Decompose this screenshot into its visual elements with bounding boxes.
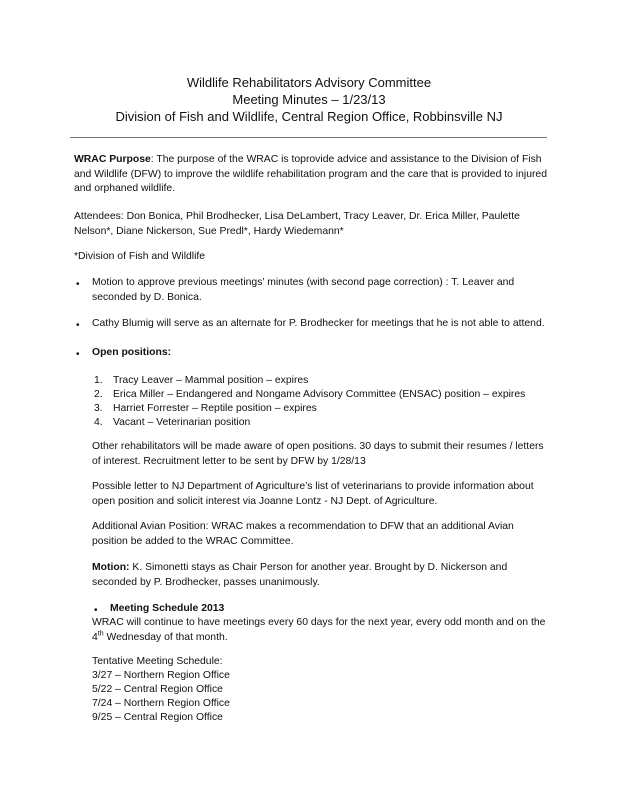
position-number: 3. [94, 403, 103, 414]
position-number: 2. [94, 389, 103, 400]
purpose-text: : The purpose of the WRAC is toprovide advice and assistance to the Division of Fish and Wildlife (DFW) to improve the wildlife rehabilitation program and the care that is provided to injured and orphaned wildlife. [74, 154, 547, 194]
meeting-schedule-paragraph [92, 616, 552, 645]
schedule-date-item: 5/22 – Central Region Office [92, 684, 223, 695]
document-header [0, 74, 618, 125]
position-number: 1. [94, 375, 103, 386]
schedule-ordinal: 4 [92, 631, 98, 643]
position-item: Tracy Leaver – Mammal position – expires [113, 375, 309, 386]
bullet-marker: • [76, 320, 80, 331]
position-item: Erica Miller – Endangered and Nongame Advisory Committee (ENSAC) position – expires [113, 389, 526, 400]
header-committee-name: Wildlife Rehabilitators Advisory Committee [186, 75, 432, 90]
position-number: 4. [94, 417, 103, 428]
position-item: Vacant – Veterinarian position [113, 417, 251, 428]
header-divider [70, 137, 547, 138]
motion-paragraph [92, 561, 552, 590]
open-positions-heading: Open positions: [92, 347, 172, 358]
schedule-date-item: 9/25 – Central Region Office [92, 712, 223, 723]
attendees-paragraph: Attendees: Don Bonica, Phil Brodhecker, Lisa DeLambert, Tracy Leaver, Dr. Erica Miller, Paulette Nelson*, Diane Nickerson, Sue Predl*, Hardy Wiedemann* [74, 211, 520, 237]
meeting-schedule-heading: Meeting Schedule 2013 [110, 603, 225, 614]
bullet-marker: • [76, 279, 80, 290]
motion-text: K. Simonetti stays as Chair Person for another year. Brought by D. Nickerson and seconded by P. Brodhecker, passes unanimously. [92, 562, 508, 588]
schedule-date-item: 3/27 – Northern Region Office [92, 670, 230, 681]
footnote: *Division of Fish and Wildlife [74, 251, 206, 262]
other-rehabilitators-paragraph: Other rehabilitators will be made aware of open positions. 30 days to submit their resumes / letters of interest. Recruitment letter to be sent by DFW by 1/28/13 [92, 441, 544, 467]
schedule-date-item: 7/24 – Northern Region Office [92, 698, 230, 709]
bullet-cathy-alternate: Cathy Blumig will serve as an alternate for P. Brodhecker for meetings that he is not able to attend. [92, 318, 545, 329]
schedule-text-a: WRAC will continue to have meetings every 60 days for the next year, every odd month and on the [92, 617, 546, 628]
possible-letter-paragraph: Possible letter to NJ Department of Agriculture’s list of veterinarians to provide information about open position and solicit interest via Joanne Lontz - NJ Dept. of Agriculture. [92, 481, 534, 507]
schedule-ordinal-suffix: th [97, 630, 104, 638]
motion-label: Motion: [92, 562, 130, 573]
purpose-label: WRAC Purpose [74, 154, 151, 165]
bullet-marker: • [94, 605, 98, 616]
tentative-schedule-label: Tentative Meeting Schedule: [92, 656, 223, 667]
avian-position-paragraph: Additional Avian Position: WRAC makes a recommendation to DFW that an additional Avian position be added to the WRAC Committee. [92, 521, 514, 547]
bullet-motion-minutes: Motion to approve previous meetings’ minutes (with second page correction) : T. Leaver and seconded by D. Bonica. [92, 277, 515, 303]
header-location: Division of Fish and Wildlife, Central Region Office, Robbinsville NJ [115, 109, 503, 124]
bullet-marker: • [76, 349, 80, 360]
header-meeting-date: Meeting Minutes – 1/23/13 [232, 92, 386, 107]
schedule-text-b: Wednesday of that month. [103, 631, 228, 643]
position-item: Harriet Forrester – Reptile position – expires [113, 403, 317, 414]
purpose-paragraph [74, 153, 549, 197]
